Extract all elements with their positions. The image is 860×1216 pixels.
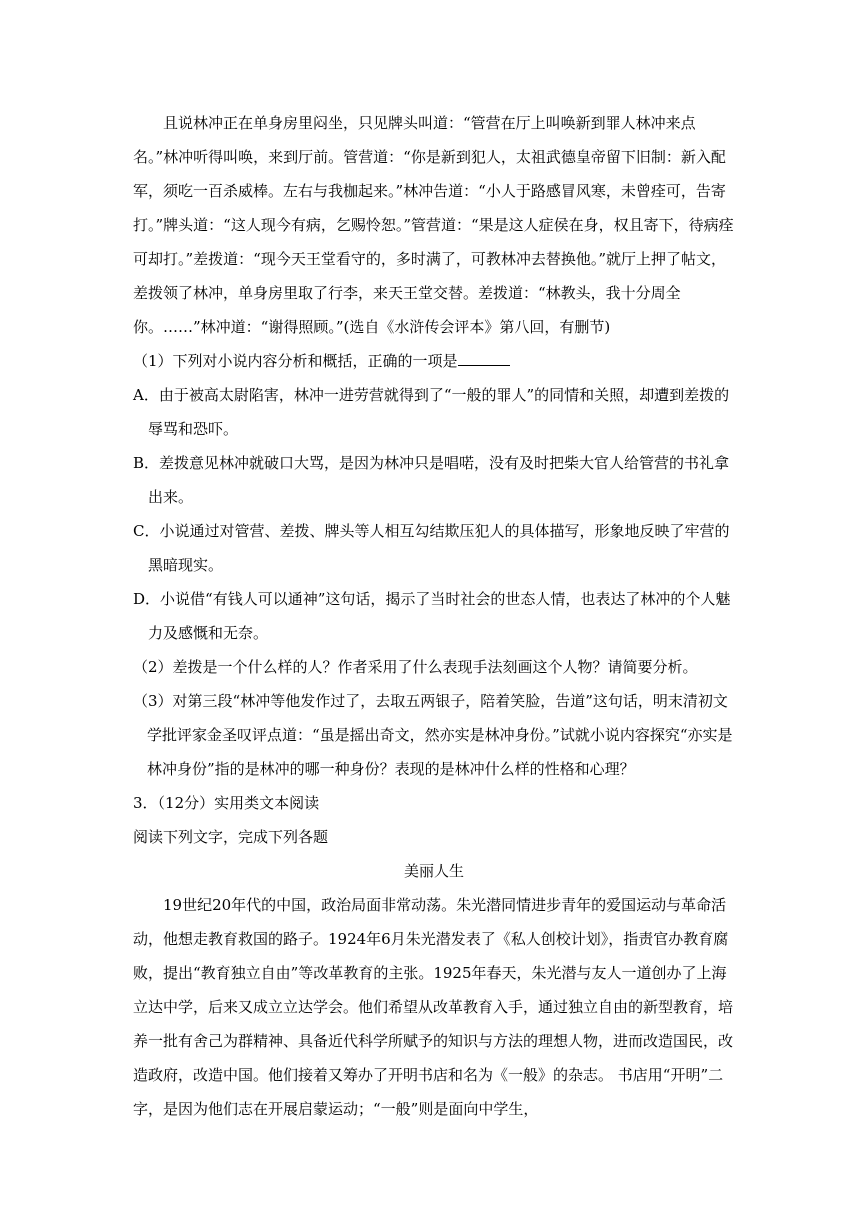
- question-1-stem: [133, 344, 735, 378]
- option-d: D．小说借“有钱人可以通神”这句话，揭示了当时社会的世态人情，也表达了林冲的个人魅力及感慨和无奈。: [133, 590, 731, 642]
- question-3: （3）对第三段“林冲等他发作过了，去取五两银子，陪着笑脸，告道”这句话，明末清初文学批评家金圣叹评点道：“虽是摇出奇文，然亦实是林冲身份。”试就小说内容探究“亦实是林冲身份”指的是林冲的哪一种身份？表现的是林冲什么样的性格和心理？: [133, 692, 733, 778]
- page-content: [133, 106, 735, 1126]
- question-2: （2）差拨是一个什么样的人？作者采用了什么表现手法刻画这个人物？请简要分析。: [133, 658, 698, 676]
- answer-blank[interactable]: [458, 351, 510, 366]
- question-1-text: （1）下列对小说内容分析和概括，正确的一项是: [133, 352, 458, 370]
- article-title: 美丽人生: [403, 862, 464, 880]
- story-paragraph: 且说林冲正在单身房里闷坐，只见牌头叫道：“管营在厅上叫唤新到罪人林冲来点名。”林冲听得叫唤，来到厅前。管营道：“你是新到犯人，太祖武德皇帝留下旧制：新入配军，须吃一百杀威棒。左右与我枷起来。”林冲告道：“小人于路感冒风寒，未曾痊可，告寄打。”牌头道：“这人现今有病，乞赐怜恕。”管营道：“果是这人症侯在身，权且寄下，待病痊可却打。”差拨道：“现今天王堂看守的，多时满了，可教林冲去替换他。”就厅上押了帖文，差拨领了林冲，单身房里取了行李，来天王堂交替。差拨道：“林教头，我十分周全你。……”林冲道：“谢得照顾。”(选自《水浒传会评本》第八回，有删节): [133, 114, 734, 336]
- article-paragraph: 19世纪20年代的中国，政治局面非常动荡。朱光潜同情进步青年的爱国运动与革命活动，他想走教育救国的路子。1924年6月朱光潜发表了《私人创校计划》，指责官办教育腐败，提出“教育独立自由”等改革教育的主张。1925年春天，朱光潜与友人一道创办了上海立达中学，后来又成立立达学会。他们希望从改革教育入手，通过独立自由的新型教育，培养一批有舍己为群精神、具备近代科学所赋予的知识与方法的理想人物，进而改造国民，改造政府，改造中国。他们接着又筹办了开明书店和名为《一般》的杂志。 书店用“开明”二字，是因为他们志在开展启蒙运动；“一般”则是面向中学生，: [133, 896, 734, 1118]
- section-3-instruction: 阅读下列文字，完成下列各题: [133, 828, 329, 846]
- section-3-heading: 3．（12分）实用类文本阅读: [133, 794, 320, 812]
- option-a: A．由于被高太尉陷害，林冲一进劳营就得到了“一般的罪人”的同情和关照，却遭到差拨的辱骂和恐吓。: [133, 386, 730, 438]
- option-b: B．差拨意见林冲就破口大骂，是因为林冲只是唱喏，没有及时把柴大官人给管营的书礼拿出来。: [133, 454, 730, 506]
- option-c: C．小说通过对管营、差拨、牌头等人相互勾结欺压犯人的具体描写，形象地反映了牢营的黑暗现实。: [133, 522, 730, 574]
